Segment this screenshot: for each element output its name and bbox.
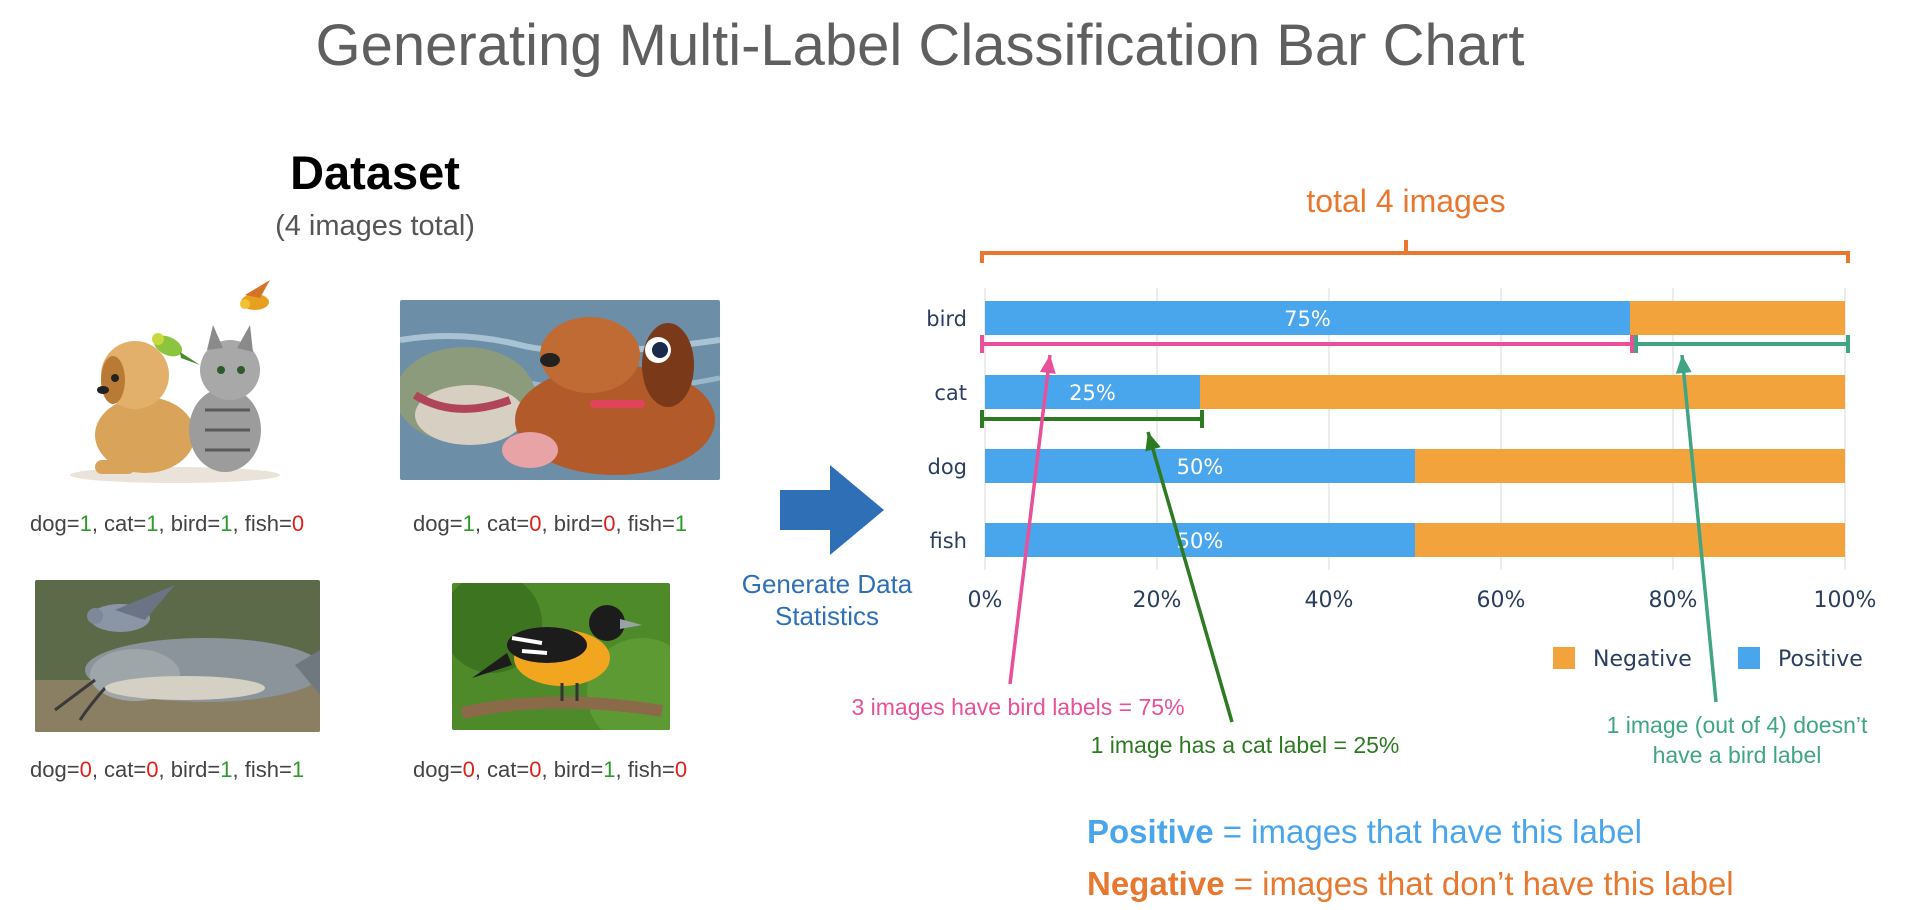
caption-separator: , (615, 511, 628, 536)
legend-label: Negative (1593, 647, 1692, 672)
x-tick-label: 80% (1648, 588, 1698, 613)
dataset-subtitle: (4 images total) (275, 210, 475, 242)
bar-data-label: 50% (1176, 529, 1224, 553)
total-annotation: total 4 images (1306, 183, 1506, 219)
caption-separator: , (474, 757, 488, 782)
caption-label-key: dog= (413, 757, 463, 782)
legend-label: Positive (1778, 647, 1863, 672)
bar-negative (1200, 375, 1845, 409)
caption-label-value: 0 (146, 757, 159, 782)
bird-positive-arrow-head (1040, 355, 1056, 374)
caption-label-key: cat= (487, 511, 530, 536)
caption-label-key: fish= (627, 757, 675, 782)
caption-label-value: 0 (529, 511, 542, 536)
legend-swatch (1738, 647, 1760, 669)
caption-label-key: fish= (244, 757, 292, 782)
cat-positive-bracket (982, 410, 1202, 428)
bar-negative (1415, 523, 1845, 557)
caption-separator: , (91, 757, 105, 782)
caption-separator: , (232, 511, 245, 536)
bird-positive-bracket (982, 335, 1632, 353)
caption-label-key: bird= (170, 511, 221, 536)
caption-label-value: 1 (220, 757, 233, 782)
legend-swatch (1553, 647, 1575, 669)
caption-label-value: 1 (291, 757, 305, 782)
caption-label-key: bird= (170, 757, 221, 782)
caption-label-value: 0 (603, 511, 616, 536)
caption-label-value: 1 (603, 757, 616, 782)
caption-label-key: cat= (104, 511, 147, 536)
caption-label-value: 0 (79, 757, 92, 782)
caption-separator: , (615, 757, 628, 782)
caption-label-key: bird= (553, 757, 604, 782)
caption-label-key: cat= (104, 757, 147, 782)
bar-data-label: 50% (1176, 455, 1224, 479)
bar-negative (1630, 301, 1845, 335)
total-bracket (982, 240, 1848, 263)
bird-negative-bracket (1636, 335, 1848, 353)
generate-label-line: Statistics (774, 601, 880, 631)
caption-label-key: cat= (487, 757, 530, 782)
caption-label-key: dog= (30, 511, 80, 536)
y-tick-label: cat (934, 381, 967, 405)
y-tick-label: dog (927, 455, 967, 479)
caption-label-value: 1 (462, 511, 475, 536)
bar-data-label: 75% (1284, 307, 1331, 331)
caption-separator: , (158, 757, 171, 782)
positive-definition-text: = images that have this label (1213, 813, 1642, 850)
caption-label-key: dog= (30, 757, 80, 782)
negative-definition-text: = images that don’t have this label (1224, 865, 1734, 902)
caption-label-key: bird= (553, 511, 604, 536)
positive-term: Positive (1087, 813, 1214, 850)
positive-definition (1087, 813, 1642, 851)
caption-label-value: 0 (291, 511, 305, 536)
bird-positive-annotation: 3 images have bird labels = 75% (851, 694, 1185, 720)
bar-negative (1415, 449, 1845, 483)
generate-label-line: Generate Data (741, 569, 913, 599)
caption-separator: , (474, 511, 488, 536)
caption-separator: , (91, 511, 105, 536)
caption-label-value: 1 (674, 511, 688, 536)
caption-label-value: 0 (462, 757, 475, 782)
caption-label-key: fish= (244, 511, 292, 536)
caption-label-value: 1 (146, 511, 159, 536)
caption-separator: , (541, 757, 554, 782)
x-tick-label: 20% (1132, 588, 1182, 613)
caption-separator: , (541, 511, 554, 536)
caption-separator: , (158, 511, 171, 536)
dataset-title: Dataset (290, 146, 460, 199)
bird-negative-annotation: have a bird label (1652, 742, 1822, 768)
bar-data-label: 25% (1069, 381, 1116, 405)
x-tick-label: 60% (1476, 588, 1526, 613)
negative-term: Negative (1087, 865, 1225, 902)
bird-negative-annotation: 1 image (out of 4) doesn’t (1606, 712, 1868, 738)
x-tick-label: 0% (967, 588, 1003, 613)
y-tick-label: bird (926, 307, 967, 331)
x-tick-label: 100% (1813, 588, 1877, 613)
y-tick-label: fish (929, 529, 967, 553)
caption-label-value: 1 (79, 511, 92, 536)
x-tick-label: 40% (1304, 588, 1354, 613)
caption-separator: , (232, 757, 245, 782)
caption-label-value: 1 (220, 511, 233, 536)
page-title: Generating Multi-Label Classification Bar Chart (315, 13, 1525, 78)
negative-definition (1087, 865, 1734, 903)
cat-positive-arrow-head (1145, 432, 1160, 452)
cat-positive-annotation: 1 image has a cat label = 25% (1090, 732, 1400, 758)
caption-label-key: fish= (627, 511, 675, 536)
caption-label-value: 0 (674, 757, 688, 782)
caption-label-value: 0 (529, 757, 542, 782)
caption-label-key: dog= (413, 511, 463, 536)
